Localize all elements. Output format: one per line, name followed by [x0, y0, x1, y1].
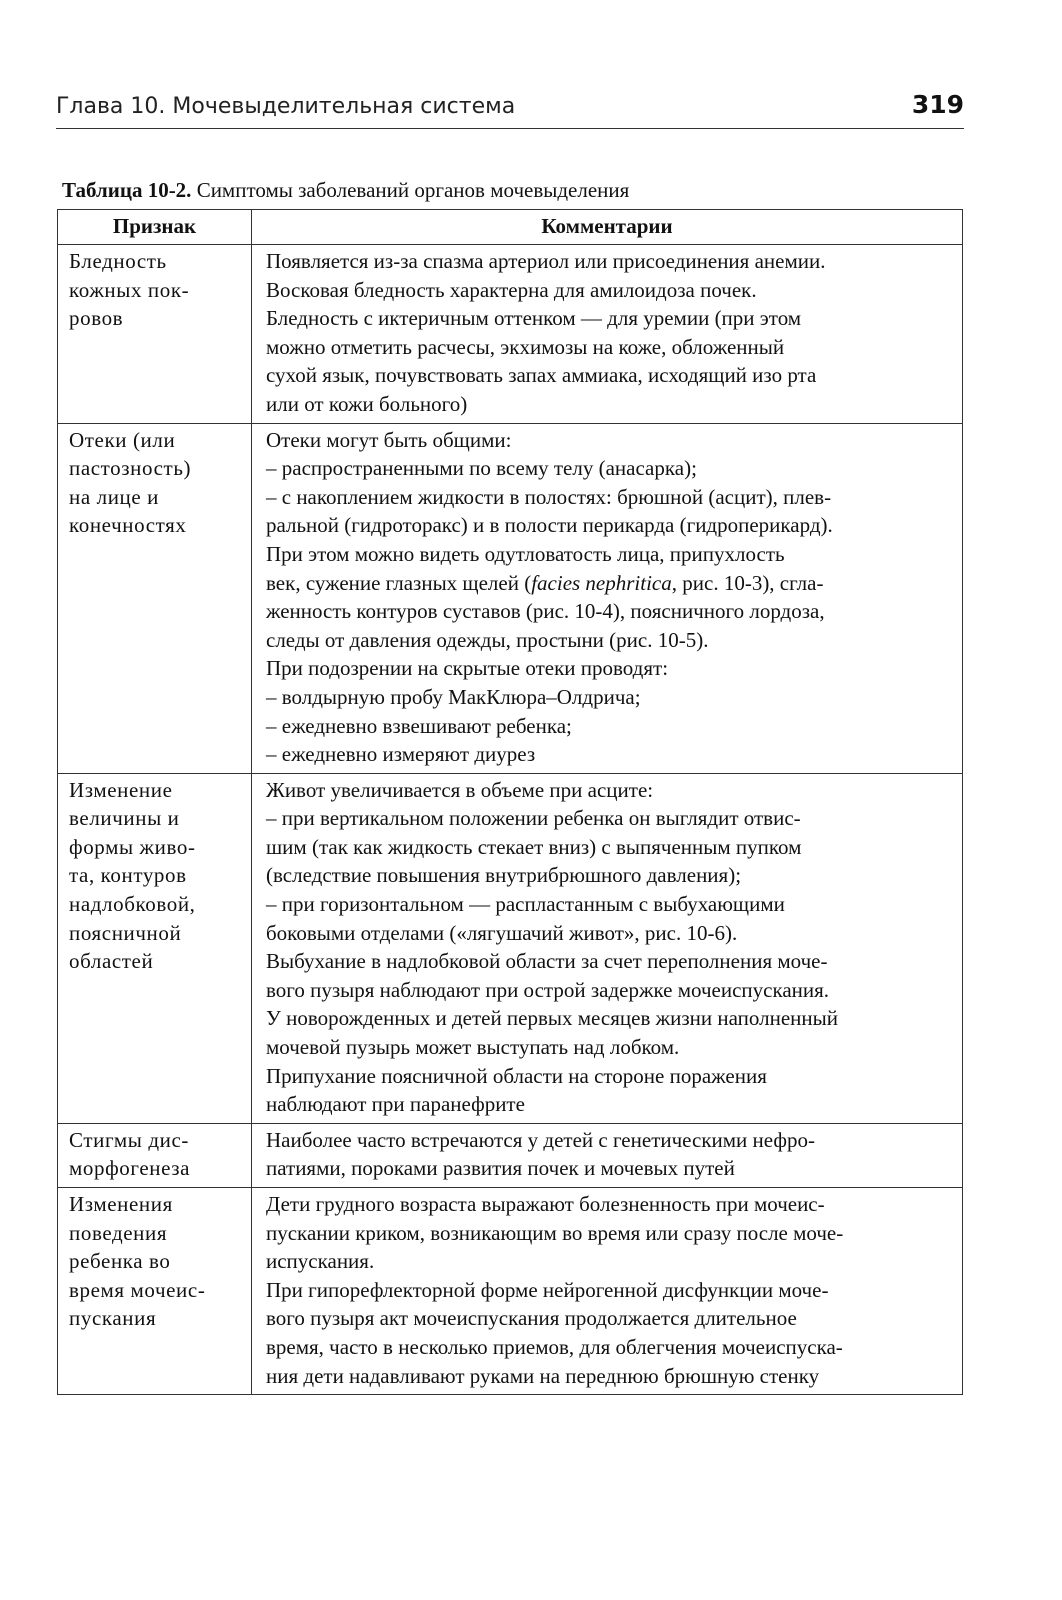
sign-line: Стигмы дис- [69, 1127, 189, 1152]
table-row [58, 245, 963, 424]
comment-line: патиями, пороками развития почек и мочевых путей [266, 1156, 735, 1181]
comment-line: или от кожи больного) [266, 391, 468, 416]
comment-line: вого пузыря наблюдают при острой задержке мочеиспускания. [266, 977, 830, 1002]
chapter-title: Глава 10. Мочевыделительная система [56, 94, 516, 119]
comment-line: пускании криком, возникающим во время или сразу после моче- [266, 1220, 844, 1245]
table-caption [62, 178, 629, 203]
comment-line: сухой язык, почувствовать запах аммиака, исходящий изо рта [266, 363, 817, 388]
comment-line: При подозрении на скрытые отеки проводят: [266, 656, 669, 681]
column-header-sign: Признак [58, 210, 252, 245]
sign-line: конечностях [69, 513, 187, 538]
comment-line: – с накоплением жидкости в полостях: брюшной (асцит), плев- [266, 484, 832, 509]
sign-line: ровов [69, 306, 124, 331]
comment-cell [252, 245, 963, 424]
sign-line: время мочеис- [69, 1277, 206, 1302]
comment-cell [252, 773, 963, 1123]
comment-cell [252, 423, 963, 773]
running-head [56, 90, 964, 129]
comment-line: наблюдают при паранефрите [266, 1092, 525, 1117]
table-caption-text: Симптомы заболеваний органов мочевыделения [191, 178, 630, 202]
sign-line: Изменения [69, 1192, 173, 1216]
sign-line: Бледность [69, 249, 167, 273]
sign-line: на лице и [69, 484, 159, 509]
table-row [58, 1123, 963, 1187]
table-caption-label: Таблица 10-2. [62, 178, 192, 202]
sign-line: пастозность) [69, 456, 192, 481]
sign-line: Изменение [69, 777, 173, 802]
comment-line-mixed [266, 569, 956, 598]
comment-line: Появляется из-за спазма артериол или присоединения анемии. [266, 249, 826, 273]
comment-fragment: , рис. 10-3), сгла- [671, 570, 824, 595]
sign-line: кожных пок- [69, 277, 190, 302]
comment-cell [252, 1188, 963, 1395]
sign-line: величины и [69, 806, 180, 831]
column-header-comments: Комментарии [252, 210, 963, 245]
sign-line: формы живо- [69, 834, 196, 859]
sign-line: та, контуров [69, 863, 187, 888]
symptoms-table [57, 209, 963, 1395]
table-header-row [58, 210, 963, 245]
comment-line: Дети грудного возраста выражают болезненность при мочеис- [266, 1192, 825, 1216]
comment-line: женность контуров суставов (рис. 10-4), поясничного лордоза, [266, 599, 825, 624]
comment-line: мочевой пузырь может выступать над лобком. [266, 1035, 680, 1060]
comment-line: вого пузыря акт мочеиспускания продолжается длительное [266, 1306, 797, 1331]
sign-line: пускания [69, 1306, 157, 1331]
table-row [58, 773, 963, 1123]
comment-italic-term: facies nephritica [531, 570, 672, 595]
comment-line: При гипорефлекторной форме нейрогенной дисфункции моче- [266, 1277, 829, 1302]
comment-line: следы от давления одежды, простыни (рис. 10-5). [266, 627, 709, 652]
comment-line: – ежедневно измеряют диурез [266, 742, 536, 767]
comment-line: боковыми отделами («лягушачий живот», рис. 10-6). [266, 920, 738, 945]
comment-line: Отеки могут быть общими: [266, 427, 512, 452]
comment-line: – волдырную пробу МакКлюра–Олдрича; [266, 684, 641, 709]
sign-line: областей [69, 949, 154, 974]
sign-line: Отеки (или [69, 427, 176, 452]
comment-line: (вследствие повышения внутрибрюшного давления); [266, 863, 742, 888]
comment-line: При этом можно видеть одутловатость лица, припухлость [266, 541, 785, 566]
table-row [58, 1188, 963, 1395]
comment-line: У новорожденных и детей первых месяцев жизни наполненный [266, 1006, 838, 1031]
sign-line: поведения [69, 1220, 168, 1245]
comment-line: можно отметить расчесы, экхимозы на коже, обложенный [266, 334, 785, 359]
comment-line: – при вертикальном положении ребенка он выглядит отвис- [266, 806, 801, 831]
comment-line: Выбухание в надлобковой области за счет переполнения моче- [266, 949, 828, 974]
sign-cell [58, 1123, 252, 1187]
table-row [58, 423, 963, 773]
comment-line: Бледность с иктеричным оттенком — для уремии (при этом [266, 306, 802, 331]
comment-fragment: век, сужение глазных щелей ( [266, 570, 532, 595]
sign-line: надлобковой, [69, 892, 196, 917]
sign-cell [58, 1188, 252, 1395]
comment-line: – распространенными по всему телу (анасарка); [266, 456, 697, 481]
comment-line: Наиболее часто встречаются у детей с генетическими нефро- [266, 1127, 815, 1152]
comment-cell [252, 1123, 963, 1187]
sign-cell [58, 773, 252, 1123]
comment-line: испускания. [266, 1249, 375, 1274]
comment-line: – при горизонтальном — распластанным с выбухающими [266, 892, 785, 917]
sign-line: морфогенеза [69, 1156, 191, 1181]
comment-line: Припухание поясничной области на стороне поражения [266, 1063, 767, 1088]
comment-line: – ежедневно взвешивают ребенка; [266, 713, 572, 738]
comment-line: шим (так как жидкость стекает вниз) с выпяченным пупком [266, 834, 802, 859]
sign-line: ребенка во [69, 1249, 171, 1274]
comment-line: время, часто в несколько приемов, для облегчения мочеиспуска- [266, 1334, 843, 1359]
page-number: 319 [911, 90, 964, 119]
sign-cell [58, 423, 252, 773]
sign-line: поясничной [69, 920, 182, 945]
comment-line: ральной (гидроторакс) и в полости перикарда (гидроперикард). [266, 513, 833, 538]
sign-cell [58, 245, 252, 424]
comment-line: Восковая бледность характерна для амилоидоза почек. [266, 277, 757, 302]
comment-line: ния дети надавливают руками на переднюю брюшную стенку [266, 1363, 820, 1388]
comment-line: Живот увеличивается в объеме при асците: [266, 777, 654, 802]
